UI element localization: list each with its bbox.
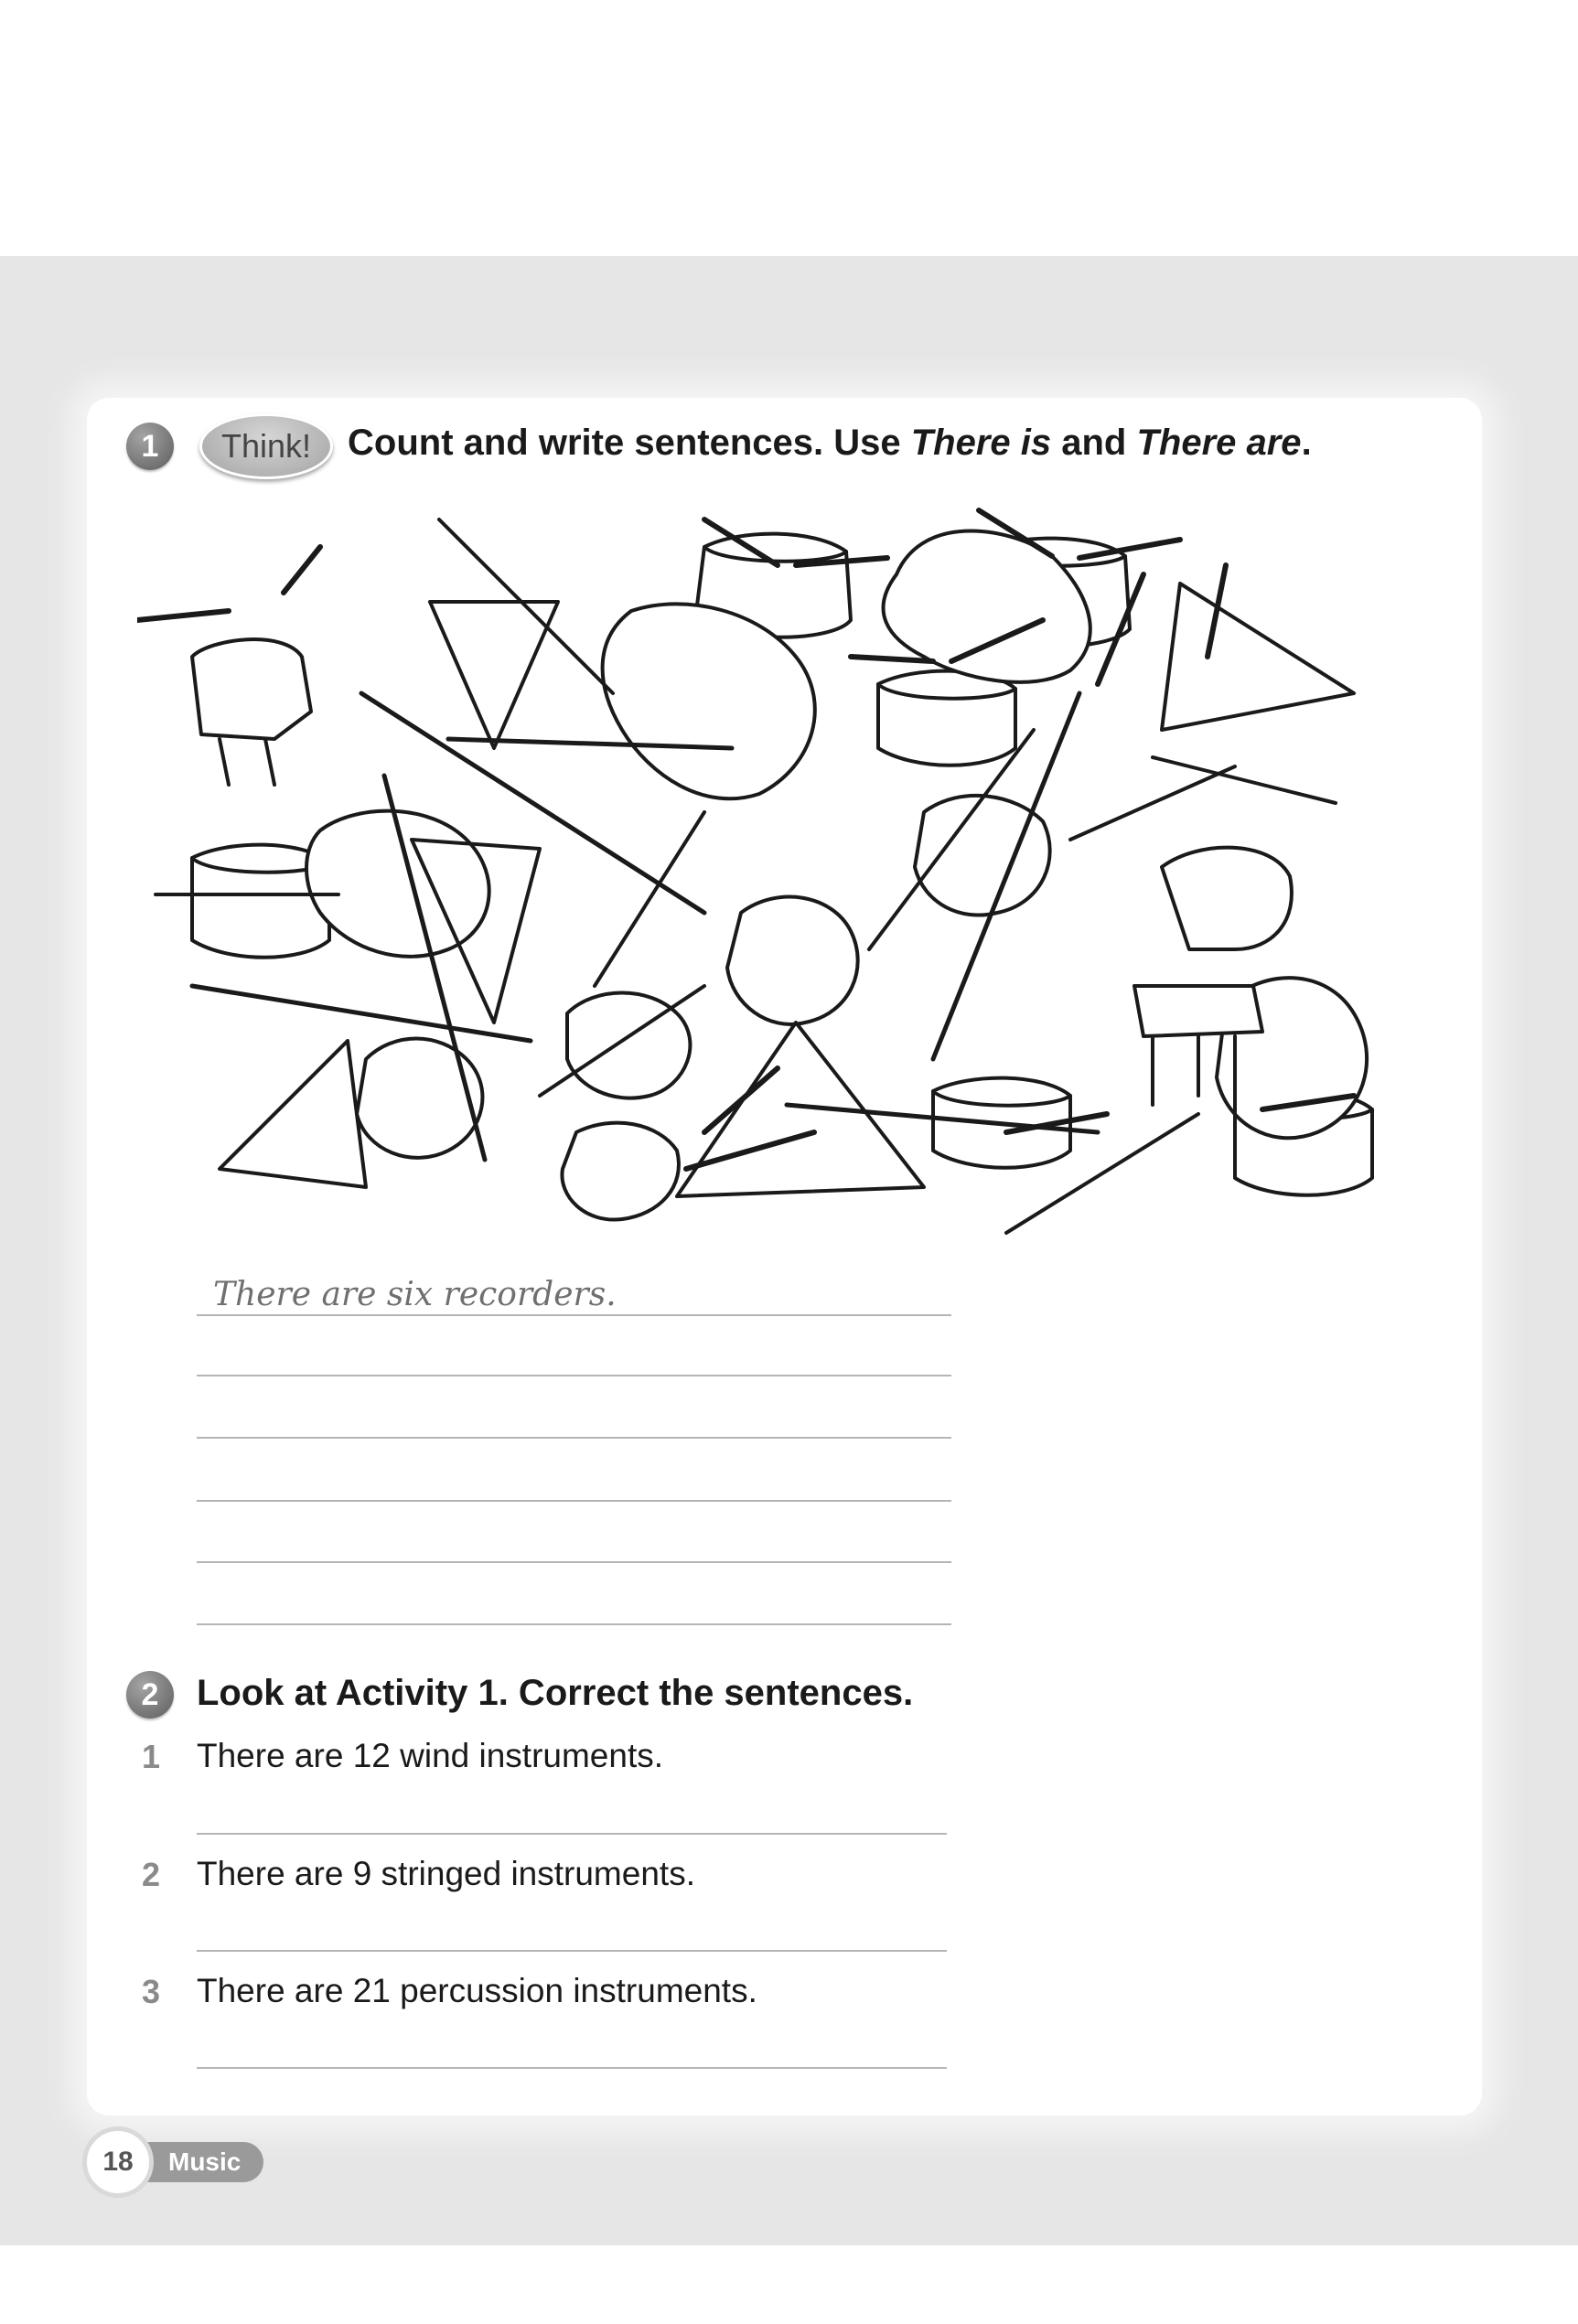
piano-illustration <box>192 639 311 785</box>
answer-line-4[interactable] <box>197 1500 951 1502</box>
drumstick-illustration <box>851 657 933 661</box>
answer-line-6[interactable] <box>197 1623 951 1625</box>
answer-line-2[interactable] <box>197 1375 951 1376</box>
guitar-body-illustration <box>357 1039 482 1158</box>
answer-line-3[interactable] <box>197 1437 951 1439</box>
drumstick-illustration <box>686 1132 814 1169</box>
triangle-illustration <box>220 1041 366 1187</box>
page-number: 18 <box>82 2126 154 2198</box>
guitar-neck-illustration <box>1153 757 1336 803</box>
item-number-3: 3 <box>142 1973 161 2010</box>
activity-1-number: 1 <box>126 423 174 470</box>
correction-line-2[interactable] <box>197 1950 947 1952</box>
think-badge: Think! <box>199 413 333 479</box>
item-text-3: There are 21 percussion instruments. <box>197 1972 757 2009</box>
activity-1-instruction: Count and write sentences. Use There is and There are. <box>348 423 1312 463</box>
item-text-1: There are 12 wind instruments. <box>197 1737 664 1774</box>
guitar-neck-illustration <box>439 519 613 693</box>
activity-2-instruction: Look at Activity 1. Correct the sentences. <box>197 1673 914 1713</box>
drumstick-illustration <box>704 1068 778 1132</box>
correction-line-3[interactable] <box>197 2067 947 2069</box>
guitar-neck-illustration <box>1070 766 1235 840</box>
example-answer: There are six recorders. <box>213 1276 617 1313</box>
instrument-jumble-illustration <box>137 474 1445 1269</box>
correction-line-1[interactable] <box>197 1833 947 1835</box>
answer-line-1[interactable] <box>197 1314 951 1316</box>
item-number-1: 1 <box>142 1738 161 1775</box>
guitar-body-illustration <box>727 897 858 1024</box>
triangle-illustration <box>430 602 558 748</box>
piano-illustration <box>1162 848 1292 949</box>
guitar-body-illustration <box>562 1123 678 1220</box>
footer-section-label: Music <box>168 2147 242 2176</box>
triangle-illustration <box>677 1023 924 1196</box>
item-text-2: There are 9 stringed instruments. <box>197 1855 695 1892</box>
item-number-2: 2 <box>142 1856 161 1893</box>
activity-2-number: 2 <box>126 1671 174 1719</box>
drumstick-illustration <box>137 611 229 620</box>
drumstick-illustration <box>284 547 320 593</box>
answer-line-5[interactable] <box>197 1561 951 1563</box>
triangle-illustration <box>1162 584 1354 730</box>
guitar-neck-illustration <box>595 812 704 986</box>
drum-illustration <box>878 671 1015 766</box>
